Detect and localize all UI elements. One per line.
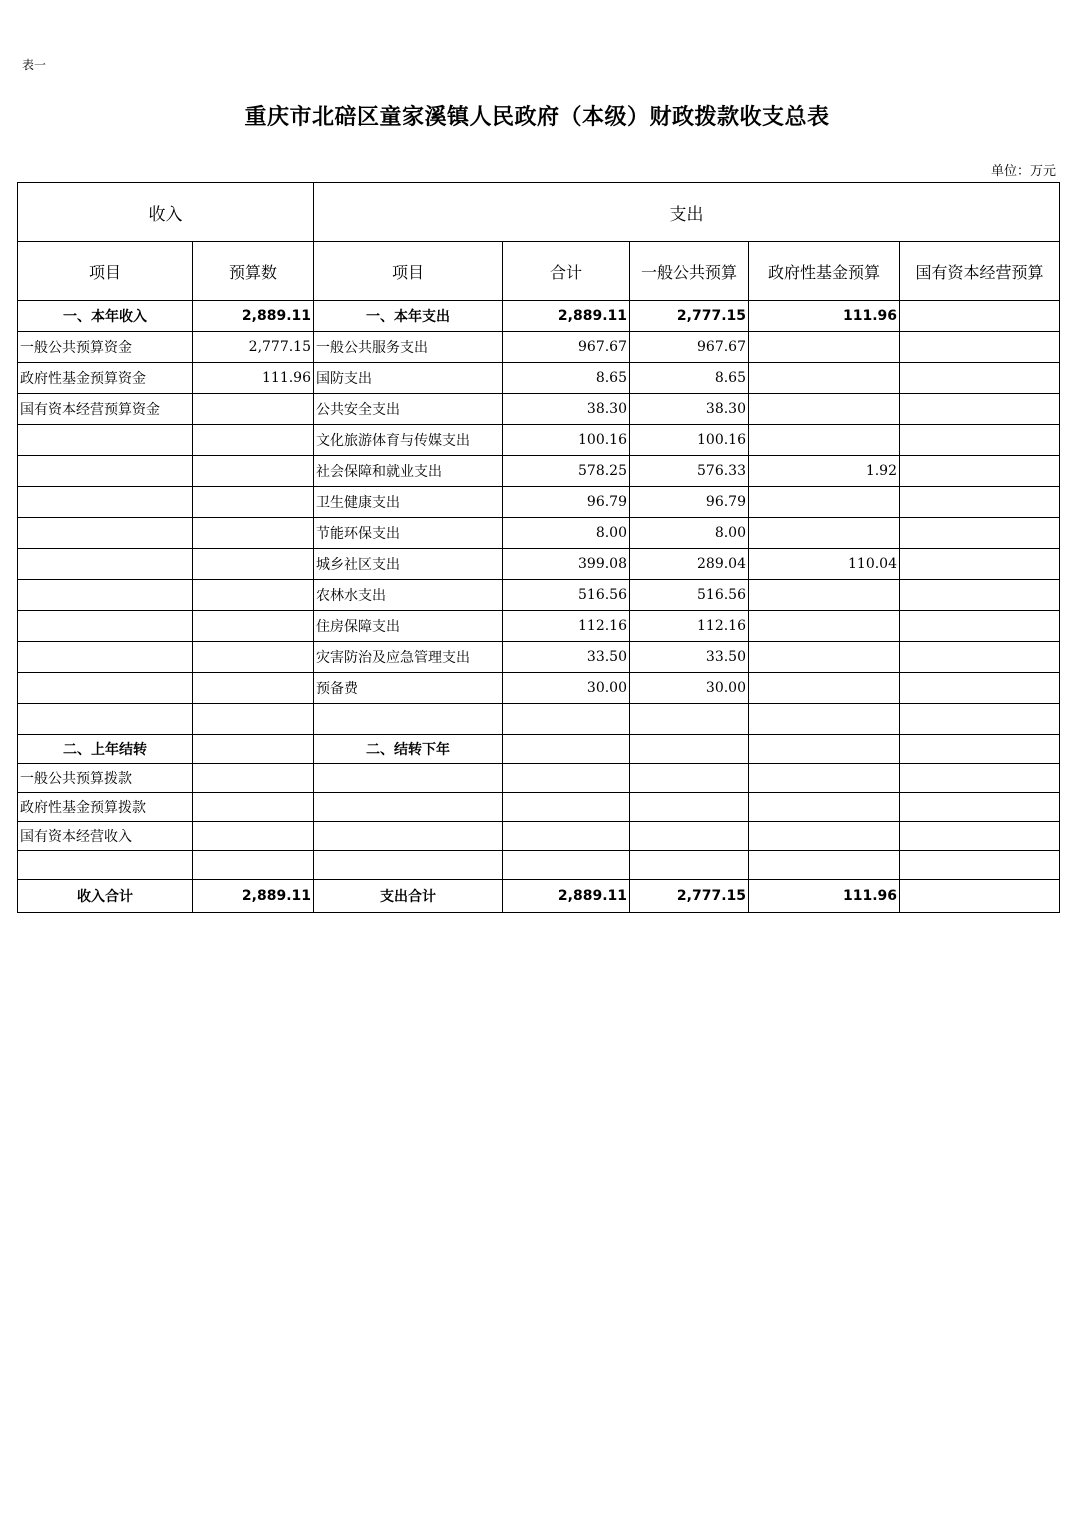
income-item (18, 487, 193, 518)
expense-total: 100.16 (503, 425, 630, 456)
income-item (18, 580, 193, 611)
table-number: 表一 (22, 58, 47, 72)
totals-row (18, 880, 1060, 913)
section1-row (18, 301, 1060, 332)
expense-general: 30.00 (630, 673, 749, 704)
expense-item: 农林水支出 (314, 580, 503, 611)
income-budget: 111.96 (193, 363, 314, 394)
section2-empty (630, 735, 749, 764)
income-item (18, 611, 193, 642)
income-budget (193, 549, 314, 580)
carryover-empty (900, 822, 1060, 851)
expense-state (900, 425, 1060, 456)
income-budget (193, 642, 314, 673)
expense-fund (749, 518, 900, 549)
carryover-empty (193, 764, 314, 793)
table-row (18, 332, 1060, 363)
expense-fund: 1.92 (749, 456, 900, 487)
income-budget (193, 394, 314, 425)
expense-item (314, 704, 503, 735)
table-row (18, 704, 1060, 735)
col-total: 合计 (503, 242, 630, 301)
expense-state (900, 611, 1060, 642)
income-total-value: 2,889.11 (193, 880, 314, 913)
expense-general: 576.33 (630, 456, 749, 487)
carryover-item: 一般公共预算拨款 (18, 764, 193, 793)
income-item (18, 642, 193, 673)
carryover-empty (749, 764, 900, 793)
income-item (18, 673, 193, 704)
expense-fund (749, 642, 900, 673)
expense-fund (749, 332, 900, 363)
expense-total: 38.30 (503, 394, 630, 425)
table-row (18, 394, 1060, 425)
income-item: 一般公共预算资金 (18, 332, 193, 363)
unit-label: 单位：万元 (990, 164, 1056, 179)
income-item (18, 549, 193, 580)
income-budget: 2,777.15 (193, 332, 314, 363)
expense-general: 967.67 (630, 332, 749, 363)
income-budget (193, 673, 314, 704)
section2-empty (900, 735, 1060, 764)
expense-fund (749, 487, 900, 518)
col-general-budget: 一般公共预算 (630, 242, 749, 301)
carryover-item: 政府性基金预算拨款 (18, 793, 193, 822)
carryover-item: 国有资本经营收入 (18, 822, 193, 851)
expense-total: 578.25 (503, 456, 630, 487)
carryover-empty (503, 822, 630, 851)
income-header: 收入 (18, 183, 314, 242)
table-row (18, 363, 1060, 394)
section2-income-label: 二、上年结转 (18, 735, 193, 764)
carryover-empty (630, 851, 749, 880)
expense-item: 社会保障和就业支出 (314, 456, 503, 487)
expense-state (900, 487, 1060, 518)
carryover-empty (749, 851, 900, 880)
expense-general: 100.16 (630, 425, 749, 456)
expense-state (900, 673, 1060, 704)
income-budget (193, 611, 314, 642)
table-row (18, 822, 1060, 851)
table-row (18, 642, 1060, 673)
expense-total: 8.00 (503, 518, 630, 549)
expense-item: 预备费 (314, 673, 503, 704)
income-total-label: 收入合计 (18, 880, 193, 913)
expense-general: 289.04 (630, 549, 749, 580)
expense-state (900, 456, 1060, 487)
carryover-empty (900, 793, 1060, 822)
expense-general: 33.50 (630, 642, 749, 673)
expense-total: 33.50 (503, 642, 630, 673)
expense-item: 节能环保支出 (314, 518, 503, 549)
carryover-empty (314, 764, 503, 793)
expense-state (900, 518, 1060, 549)
expense-total-state (900, 880, 1060, 913)
expense-total-fund: 111.96 (749, 880, 900, 913)
section2-empty (749, 735, 900, 764)
expense-state (900, 394, 1060, 425)
expense-fund (749, 673, 900, 704)
carryover-empty (193, 822, 314, 851)
expense-general (630, 704, 749, 735)
col-state-capital-budget: 国有资本经营预算 (900, 242, 1060, 301)
expense-fund (749, 611, 900, 642)
income-item: 国有资本经营预算资金 (18, 394, 193, 425)
expense-general: 38.30 (630, 394, 749, 425)
carryover-empty (193, 851, 314, 880)
expense-state (900, 642, 1060, 673)
table-row (18, 580, 1060, 611)
expense-fund (749, 425, 900, 456)
budget-table (17, 182, 1060, 913)
table-row (18, 456, 1060, 487)
page-title: 重庆市北碚区童家溪镇人民政府（本级）财政拨款收支总表 (244, 104, 830, 130)
expense-total-general: 2,777.15 (630, 880, 749, 913)
expense-total: 96.79 (503, 487, 630, 518)
table-row (18, 487, 1060, 518)
section2-expense-label: 二、结转下年 (314, 735, 503, 764)
income-budget (193, 704, 314, 735)
section2-empty (503, 735, 630, 764)
expense-item: 卫生健康支出 (314, 487, 503, 518)
expense-item: 公共安全支出 (314, 394, 503, 425)
expense-general: 96.79 (630, 487, 749, 518)
col-budget: 预算数 (193, 242, 314, 301)
expense-item: 国防支出 (314, 363, 503, 394)
expense-fund (749, 363, 900, 394)
table-row (18, 764, 1060, 793)
expense-item: 住房保障支出 (314, 611, 503, 642)
section1-total: 2,889.11 (503, 301, 630, 332)
section1-expense-label: 一、本年支出 (314, 301, 503, 332)
expense-state (900, 549, 1060, 580)
carryover-empty (630, 793, 749, 822)
section2-income-value (193, 735, 314, 764)
carryover-empty (503, 851, 630, 880)
income-item (18, 456, 193, 487)
expense-total: 8.65 (503, 363, 630, 394)
table-row (18, 611, 1060, 642)
table-row (18, 549, 1060, 580)
section1-income-value: 2,889.11 (193, 301, 314, 332)
carryover-empty (503, 793, 630, 822)
carryover-empty (630, 764, 749, 793)
expense-total-value: 2,889.11 (503, 880, 630, 913)
table-row (18, 793, 1060, 822)
table-row (18, 673, 1060, 704)
expense-fund (749, 394, 900, 425)
expense-total: 112.16 (503, 611, 630, 642)
expense-header: 支出 (314, 183, 1060, 242)
expense-fund (749, 704, 900, 735)
expense-item: 一般公共服务支出 (314, 332, 503, 363)
section1-general: 2,777.15 (630, 301, 749, 332)
table-row (18, 518, 1060, 549)
expense-item: 文化旅游体育与传媒支出 (314, 425, 503, 456)
income-budget (193, 456, 314, 487)
carryover-empty (314, 851, 503, 880)
income-budget (193, 580, 314, 611)
income-item: 政府性基金预算资金 (18, 363, 193, 394)
expense-fund (749, 580, 900, 611)
table-row (18, 425, 1060, 456)
expense-state (900, 704, 1060, 735)
expense-state (900, 363, 1060, 394)
expense-item: 城乡社区支出 (314, 549, 503, 580)
expense-general: 8.00 (630, 518, 749, 549)
expense-item: 灾害防治及应急管理支出 (314, 642, 503, 673)
income-budget (193, 518, 314, 549)
carryover-empty (900, 764, 1060, 793)
carryover-empty (630, 822, 749, 851)
carryover-empty (749, 822, 900, 851)
income-item (18, 704, 193, 735)
expense-total (503, 704, 630, 735)
section1-state (900, 301, 1060, 332)
section1-fund: 111.96 (749, 301, 900, 332)
col-income-item: 项目 (18, 242, 193, 301)
section1-income-label: 一、本年收入 (18, 301, 193, 332)
carryover-empty (900, 851, 1060, 880)
carryover-empty (314, 822, 503, 851)
expense-fund: 110.04 (749, 549, 900, 580)
carryover-empty (314, 793, 503, 822)
expense-total: 967.67 (503, 332, 630, 363)
section2-row (18, 735, 1060, 764)
carryover-empty (193, 793, 314, 822)
expense-total: 30.00 (503, 673, 630, 704)
expense-total: 516.56 (503, 580, 630, 611)
expense-total-label: 支出合计 (314, 880, 503, 913)
expense-general: 8.65 (630, 363, 749, 394)
carryover-item (18, 851, 193, 880)
expense-general: 112.16 (630, 611, 749, 642)
expense-total: 399.08 (503, 549, 630, 580)
carryover-empty (503, 764, 630, 793)
table-row (18, 851, 1060, 880)
expense-state (900, 580, 1060, 611)
income-item (18, 425, 193, 456)
col-expense-item: 项目 (314, 242, 503, 301)
expense-general: 516.56 (630, 580, 749, 611)
income-item (18, 518, 193, 549)
income-budget (193, 487, 314, 518)
carryover-empty (749, 793, 900, 822)
income-budget (193, 425, 314, 456)
col-fund-budget: 政府性基金预算 (749, 242, 900, 301)
expense-state (900, 332, 1060, 363)
